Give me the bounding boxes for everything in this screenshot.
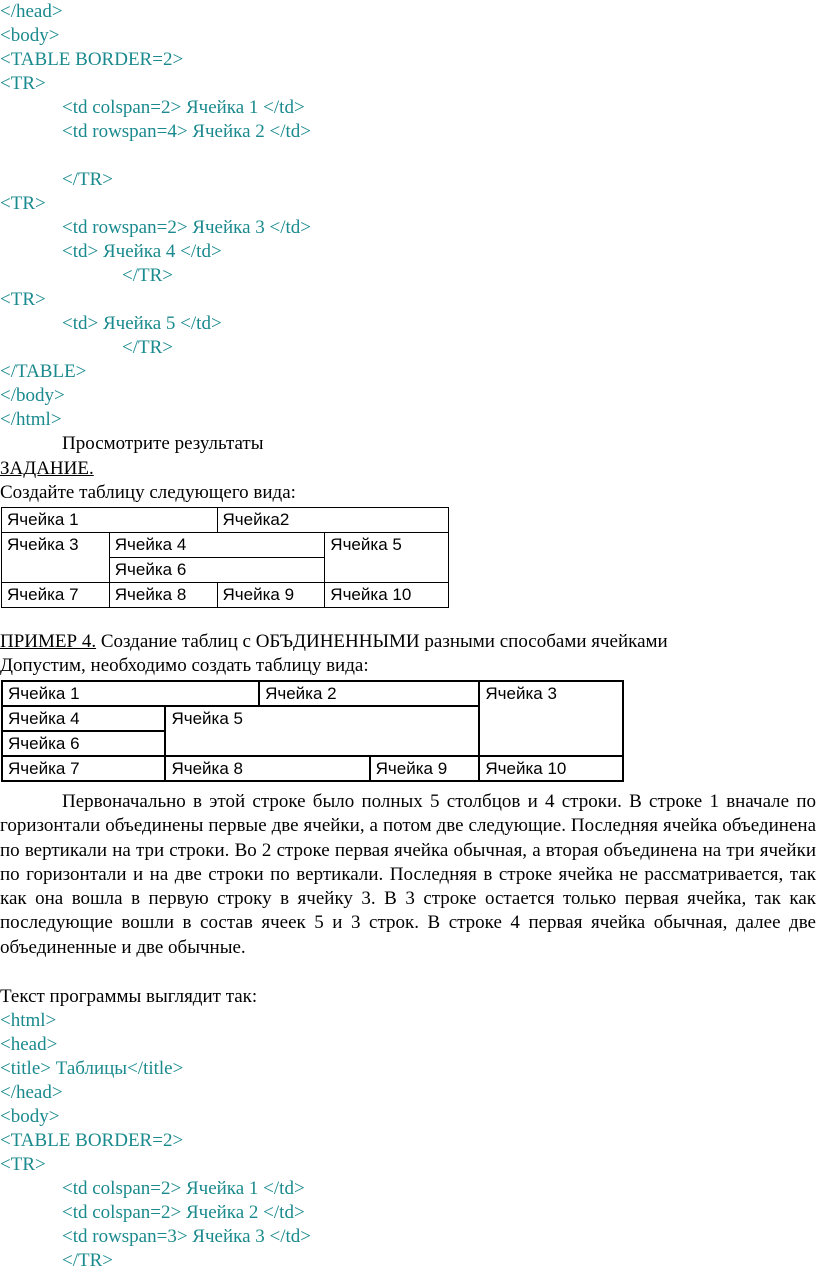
task-table (1, 507, 449, 608)
code-line: <td rowspan=3> Ячейка 3 </td> (62, 1226, 311, 1247)
code-line: </head> (0, 1082, 63, 1103)
view-results-text: Просмотрите результаты (62, 433, 264, 454)
example-intro: Допустим, необходимо создать таблицу вида: (0, 655, 369, 676)
table-cell: Ячейка 2 (259, 681, 479, 706)
table-cell: Ячейка 8 (165, 756, 369, 781)
code-line: <td colspan=2> Ячейка 2 </td> (62, 1202, 305, 1223)
table-cell: Ячейка 1 (2, 681, 259, 706)
example-label: ПРИМЕР 4. (0, 631, 97, 652)
table-cell: Ячейка 10 (325, 583, 449, 608)
code-line: </head> (0, 1, 63, 22)
code-line: <TR> (0, 289, 46, 310)
code-line: <body> (0, 1106, 60, 1127)
table-cell: Ячейка 6 (2, 731, 165, 756)
code-line: <td rowspan=2> Ячейка 3 </td> (62, 217, 311, 238)
table-cell: Ячейка 6 (109, 558, 325, 583)
table-cell: Ячейка 1 (2, 508, 218, 533)
code-line: <td colspan=2> Ячейка 1 </td> (62, 97, 305, 118)
table-cell: Ячейка 7 (2, 583, 110, 608)
code-line: <TABLE BORDER=2> (0, 49, 184, 70)
example-table (1, 680, 624, 782)
task-text: Создайте таблицу следующего вида: (0, 482, 296, 503)
table-cell: Ячейка 5 (165, 706, 479, 756)
code-line: </TR> (122, 337, 173, 358)
code-line: <html> (0, 1010, 57, 1031)
code-line: <TR> (0, 73, 46, 94)
table-cell: Ячейка 3 (479, 681, 623, 756)
table-cell: Ячейка 4 (2, 706, 165, 731)
code-line: <head> (0, 1034, 58, 1055)
code-line: <td rowspan=4> Ячейка 2 </td> (62, 121, 311, 142)
table-cell: Ячейка 8 (109, 583, 217, 608)
table-cell: Ячейка 9 (217, 583, 325, 608)
code-line: <td> Ячейка 4 </td> (62, 241, 222, 262)
table-cell: Ячейка 9 (370, 756, 480, 781)
table-cell: Ячейка2 (217, 508, 448, 533)
code-line: </TR> (122, 265, 173, 286)
code-line: <body> (0, 25, 60, 46)
table-cell: Ячейка 3 (2, 533, 110, 583)
program-intro: Текст программы выглядит так: (0, 986, 258, 1007)
code-line: </body> (0, 385, 65, 406)
example-heading (0, 630, 668, 654)
code-line: <title> Таблицы</title> (0, 1058, 184, 1079)
code-line: </TR> (62, 169, 113, 190)
code-line: <TR> (0, 1154, 46, 1175)
code-line: </TR> (62, 1250, 113, 1271)
code-line: <TABLE BORDER=2> (0, 1130, 184, 1151)
example-title: Создание таблиц с ОБЪДИНЕННЫМИ разными способами ячейками (96, 631, 668, 652)
table-cell: Ячейка 4 (109, 533, 325, 558)
code-line: </TABLE> (0, 361, 87, 382)
table-cell: Ячейка 7 (2, 756, 165, 781)
code-line: <td> Ячейка 5 </td> (62, 313, 222, 334)
code-line: </html> (0, 409, 62, 430)
code-line: <td colspan=2> Ячейка 1 </td> (62, 1178, 305, 1199)
explanation-paragraph: Первоначально в этой строке было полных 5 столбцов и 4 строки. В строке 1 вначале по горизонтали объединены первые две ячейки, а потом две следующие. Последняя ячейка объединена по вертикали на три строки. Во 2 строке первая ячейка обычная, а вторая объединена на три ячейки по горизонтали и на две строки по вертикали. Последняя в строке ячейка не рассматривается, так как она вошла в первую строку в ячейку 3. В 3 строке остается только первая ячейка, так как последующие вошли в состав ячеек 5 и 3 строк. В строке 4 первая ячейка обычная, далее две объединенные и две обычные. (0, 791, 816, 958)
task-heading: ЗАДАНИЕ. (0, 458, 94, 479)
code-line: <TR> (0, 193, 46, 214)
table-cell: Ячейка 5 (325, 533, 449, 583)
table-cell: Ячейка 10 (479, 756, 623, 781)
